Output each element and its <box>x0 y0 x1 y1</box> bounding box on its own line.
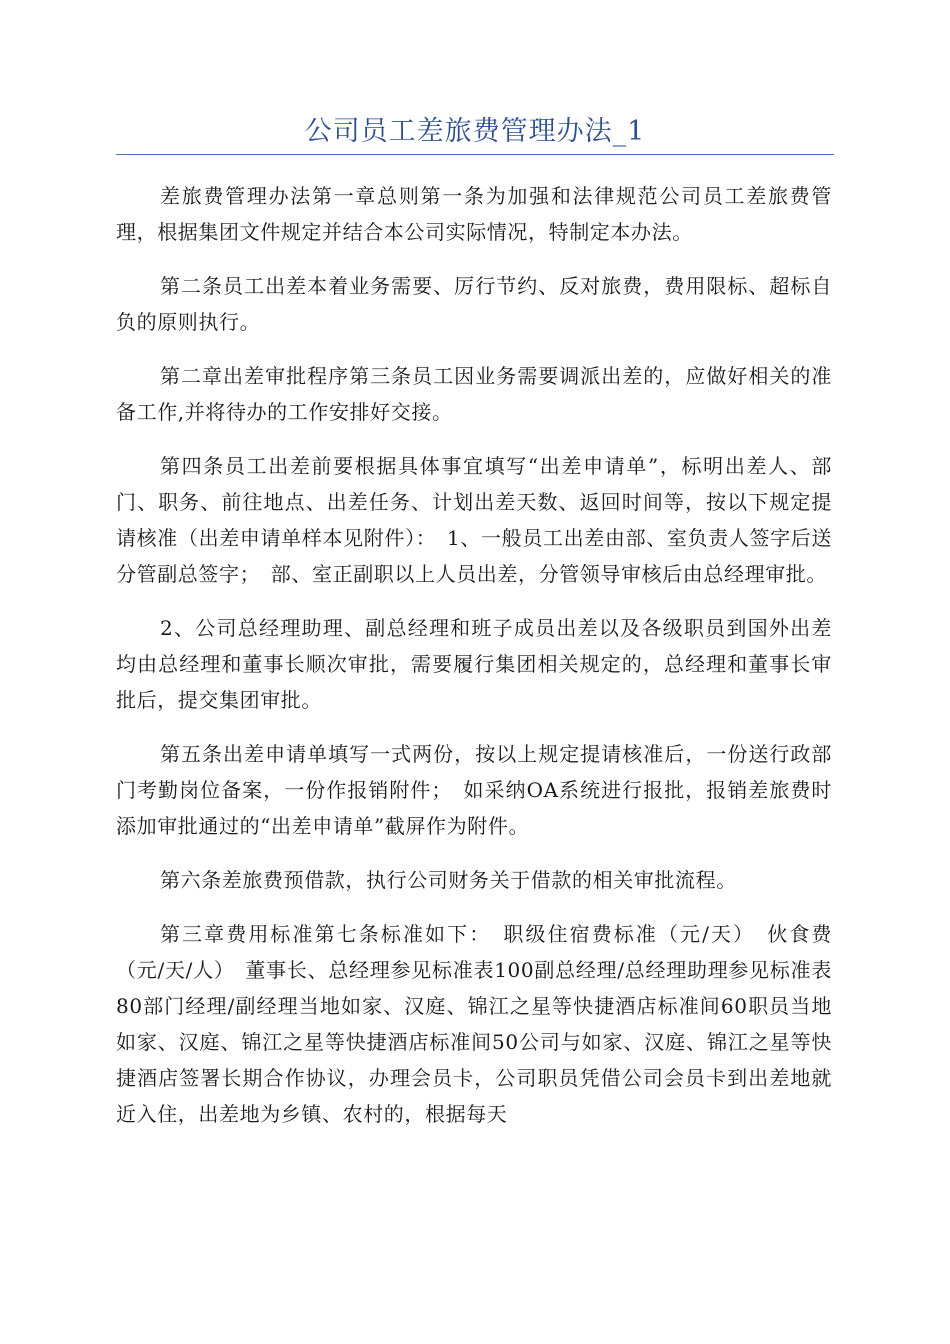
paragraph-7: 第六条差旅费预借款，执行公司财务关于借款的相关审批流程。 <box>160 868 737 892</box>
paragraph-5: 2、公司总经理助理、副总经理和班子成员出差以及各级职员到国外出差均由总经理和董事长顺次审批，需要履行集团相关规定的，总经理和董事长审批后，提交集团审批。 <box>116 616 832 712</box>
paragraph-2: 第二条员工出差本着业务需要、厉行节约、反对旅费，费用限标、超标自负的原则执行。 <box>116 274 832 334</box>
title-underline <box>116 154 834 155</box>
paragraph-3: 第二章出差审批程序第三条员工因业务需要调派出差的，应做好相关的准备工作,并将待办的工作安排好交接。 <box>116 364 832 424</box>
paragraph-1: 差旅费管理办法第一章总则第一条为加强和法律规范公司员工差旅费管理，根据集团文件规定并结合本公司实际情况，特制定本办法。 <box>116 184 832 244</box>
document-title: 公司员工差旅费管理办法_1 <box>304 116 646 147</box>
document-body <box>116 178 832 1150</box>
paragraph-6: 第五条出差申请单填写一式两份，按以上规定提请核准后，一份送行政部门考勤岗位备案，一份作报销附件； 如采纳OA系统进行报批，报销差旅费时添加审批通过的“出差申请单”截屏作为附件。 <box>116 742 832 838</box>
paragraph-4: 第四条员工出差前要根据具体事宜填写“出差申请单”，标明出差人、部门、职务、前往地点、出差任务、计划出差天数、返回时间等，按以下规定提请核准（出差申请单样本见附件）： 1、一般员工出差由部、室负责人签字后送分管副总签字； 部、室正副职以上人员出差，分管领导审核后由总经理审批。 <box>116 454 832 586</box>
paragraph-8: 第三章费用标准第七条标准如下： 职级住宿费标准（元/天） 伙食费（元/天/人） 董事长、总经理参见标准表100副总经理/总经理助理参见标准表80部门经理/副经理当地如家、汉庭、锦江之星等快捷酒店标准间60职员当地如家、汉庭、锦江之星等快捷酒店标准间50公司与如家、汉庭、锦江之星等快捷酒店签署长期合作协议，办理会员卡，公司职员凭借公司会员卡到出差地就近入住，出差地为乡镇、农村的，根据每天 <box>116 922 832 1126</box>
